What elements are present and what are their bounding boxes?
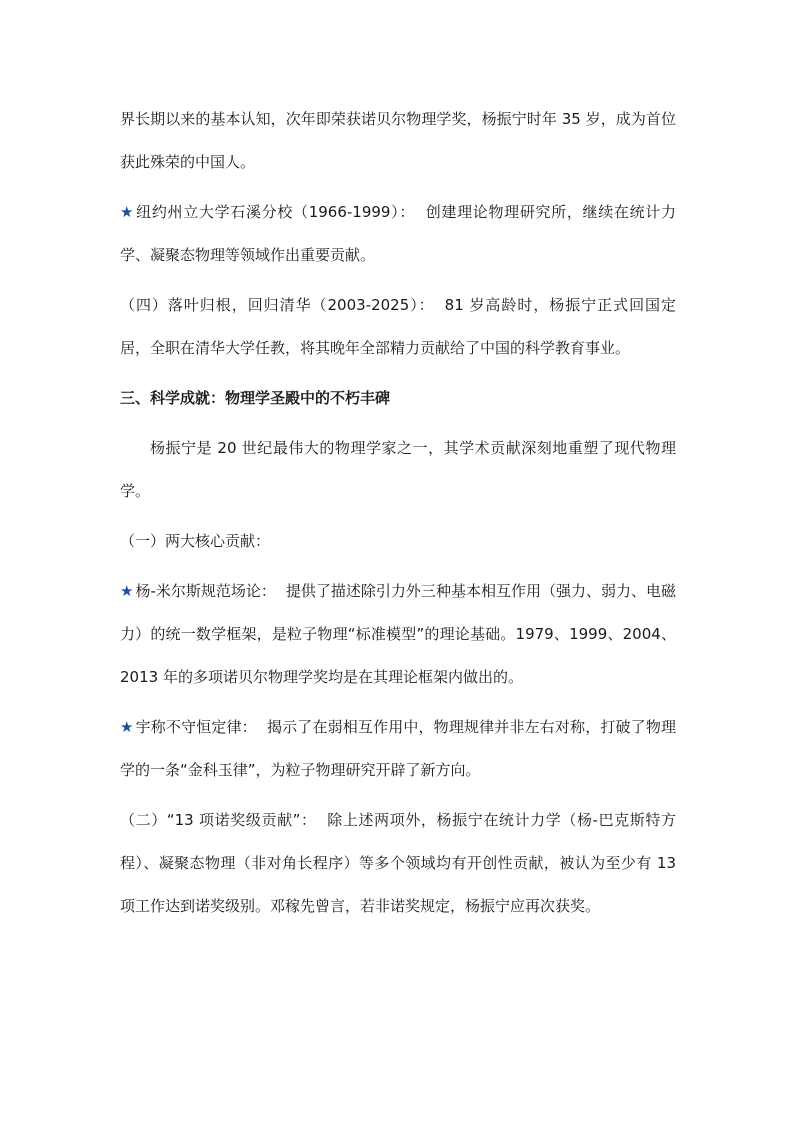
- paragraph-stony-brook: [120, 191, 676, 277]
- paragraph-text: 除上述两项外，杨振宁在统计力学（杨-巴克斯特方程）、凝聚态物理（非对角长程序）等多个领域均有开创性贡献，被认为至少有 13 项工作达到诺奖级别。邓稼先曾言，若非诺奖规定，杨振宁应再次获奖。: [120, 811, 676, 915]
- section-heading-text: 三、科学成就：物理学圣殿中的不朽丰碑: [120, 389, 391, 407]
- paragraph-text: 界长期以来的基本认知，次年即荣获诺贝尔物理学奖，杨振宁时年 35 岁，成为首位获此殊荣的中国人。: [120, 110, 676, 171]
- paragraph-text: 杨振宁是 20 世纪最伟大的物理学家之一，其学术贡献深刻地重塑了现代物理学。: [120, 439, 676, 500]
- subsection-heading-text: （一）两大核心贡献：: [120, 532, 271, 550]
- paragraph-title: 杨-米尔斯规范场论：: [135, 582, 276, 600]
- star-icon: ★: [120, 718, 134, 736]
- paragraph-yang-mills: [120, 570, 676, 699]
- paragraph-text: 创建理论物理研究所，继续在统计力学、凝聚态物理等领域作出重要贡献。: [120, 203, 676, 264]
- paragraph-nobel-level-contributions: [120, 799, 676, 928]
- paragraph-title: （四）落叶归根，回归清华（2003-2025）：: [120, 296, 435, 314]
- paragraph-intro: [120, 427, 676, 513]
- paragraph-nobel-prize: [120, 98, 676, 184]
- paragraph-text: 81 岁高龄时，杨振宁正式回国定居，全职在清华大学任教，将其晚年全部精力贡献给了中国的科学教育事业。: [120, 296, 677, 357]
- paragraph-title: （二）“13 项诺奖级贡献”：: [120, 811, 317, 829]
- paragraph-parity-violation: [120, 706, 676, 792]
- paragraph-title: 宇称不守恒定律：: [135, 718, 257, 736]
- paragraph-return-tsinghua: [120, 284, 676, 370]
- paragraph-title: 纽约州立大学石溪分校（1966-1999）：: [136, 203, 416, 221]
- paragraph-text: 提供了描述除引力外三种基本相互作用（强力、弱力、电磁力）的统一数学框架，是粒子物理“标准模型”的理论基础。1979、1999、2004、2013 年的多项诺贝尔物理学奖均是在其理论框架内做出的。: [120, 582, 676, 686]
- subsection-heading: [120, 520, 676, 563]
- section-heading: [120, 377, 676, 420]
- paragraph-text: 揭示了在弱相互作用中，物理规律并非左右对称，打破了物理学的一条“金科玉律”，为粒子物理研究开辟了新方向。: [120, 718, 676, 779]
- star-icon: ★: [120, 203, 135, 221]
- star-icon: ★: [120, 582, 134, 600]
- document-body: [120, 98, 676, 935]
